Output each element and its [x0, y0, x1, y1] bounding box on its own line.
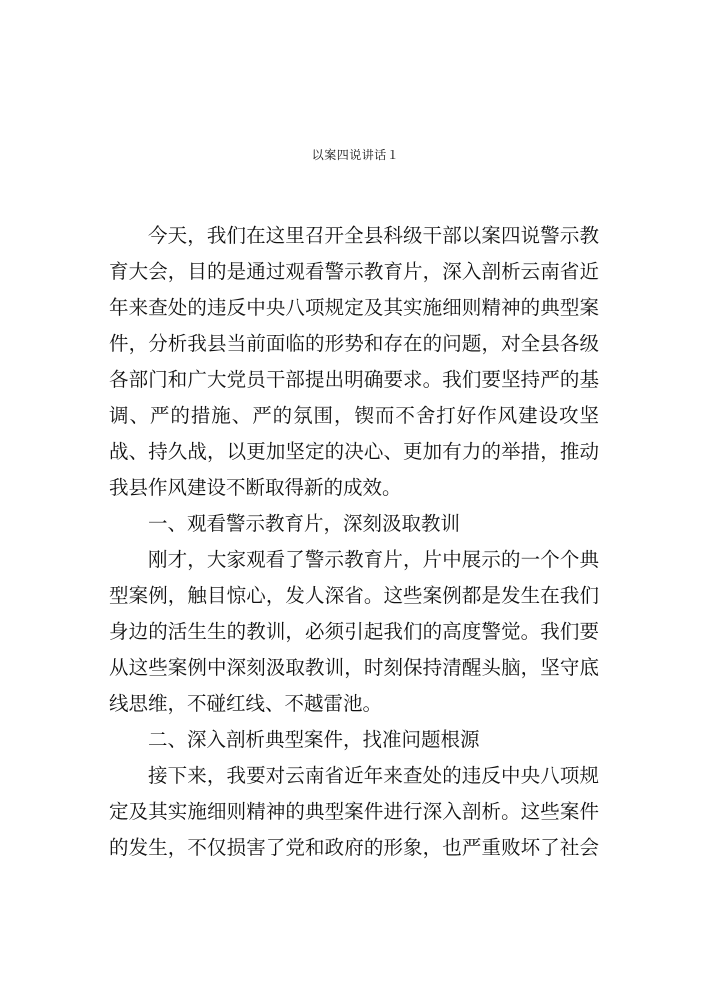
paragraph-1-line-3: 年来查处的违反中央八项规定及其实施细则精神的典型案	[109, 296, 599, 319]
paragraph-1-line-6: 调、严的措施、严的氛围，锲而不舍打好作风建设攻坚	[109, 404, 599, 427]
document-title: 以案四说讲话１	[311, 148, 400, 162]
paragraph-3-line-2: 定及其实施细则精神的典型案件进行深入剖析。这些案件	[109, 800, 599, 823]
paragraph-1-line-1: 今天，我们在这里召开全县科级干部以案四说警示教	[148, 224, 599, 247]
paragraph-1-line-5: 各部门和广大党员干部提出明确要求。我们要坚持严的基	[109, 368, 599, 391]
paragraph-2-line-4: 从这些案例中深刻汲取教训，时刻保持清醒头脑，坚守底	[109, 656, 599, 679]
paragraph-3-line-1: 接下来，我要对云南省近年来查处的违反中央八项规	[148, 764, 599, 787]
paragraph-1-line-2: 育大会，目的是通过观看警示教育片，深入剖析云南省近	[109, 260, 599, 283]
paragraph-2-line-5: 线思维，不碰红线、不越雷池。	[109, 692, 383, 715]
paragraph-1-line-7: 战、持久战，以更加坚定的决心、更加有力的举措，推动	[109, 440, 599, 463]
paragraph-2-line-3: 身边的活生生的教训，必须引起我们的高度警觉。我们要	[109, 620, 599, 643]
paragraph-2-line-2: 型案例，触目惊心，发人深省。这些案例都是发生在我们	[109, 584, 599, 607]
paragraph-3-line-3: 的发生，不仅损害了党和政府的形象，也严重败坏了社会	[109, 836, 599, 859]
section-heading-1: 一、观看警示教育片，深刻汲取教训	[148, 512, 461, 535]
paragraph-1-line-8: 我县作风建设不断取得新的成效。	[109, 476, 402, 499]
section-heading-2: 二、深入剖析典型案件，找准问题根源	[148, 728, 480, 751]
paragraph-2-line-1: 刚才，大家观看了警示教育片，片中展示的一个个典	[148, 548, 599, 571]
paragraph-1-line-4: 件，分析我县当前面临的形势和存在的问题，对全县各级	[109, 332, 599, 355]
